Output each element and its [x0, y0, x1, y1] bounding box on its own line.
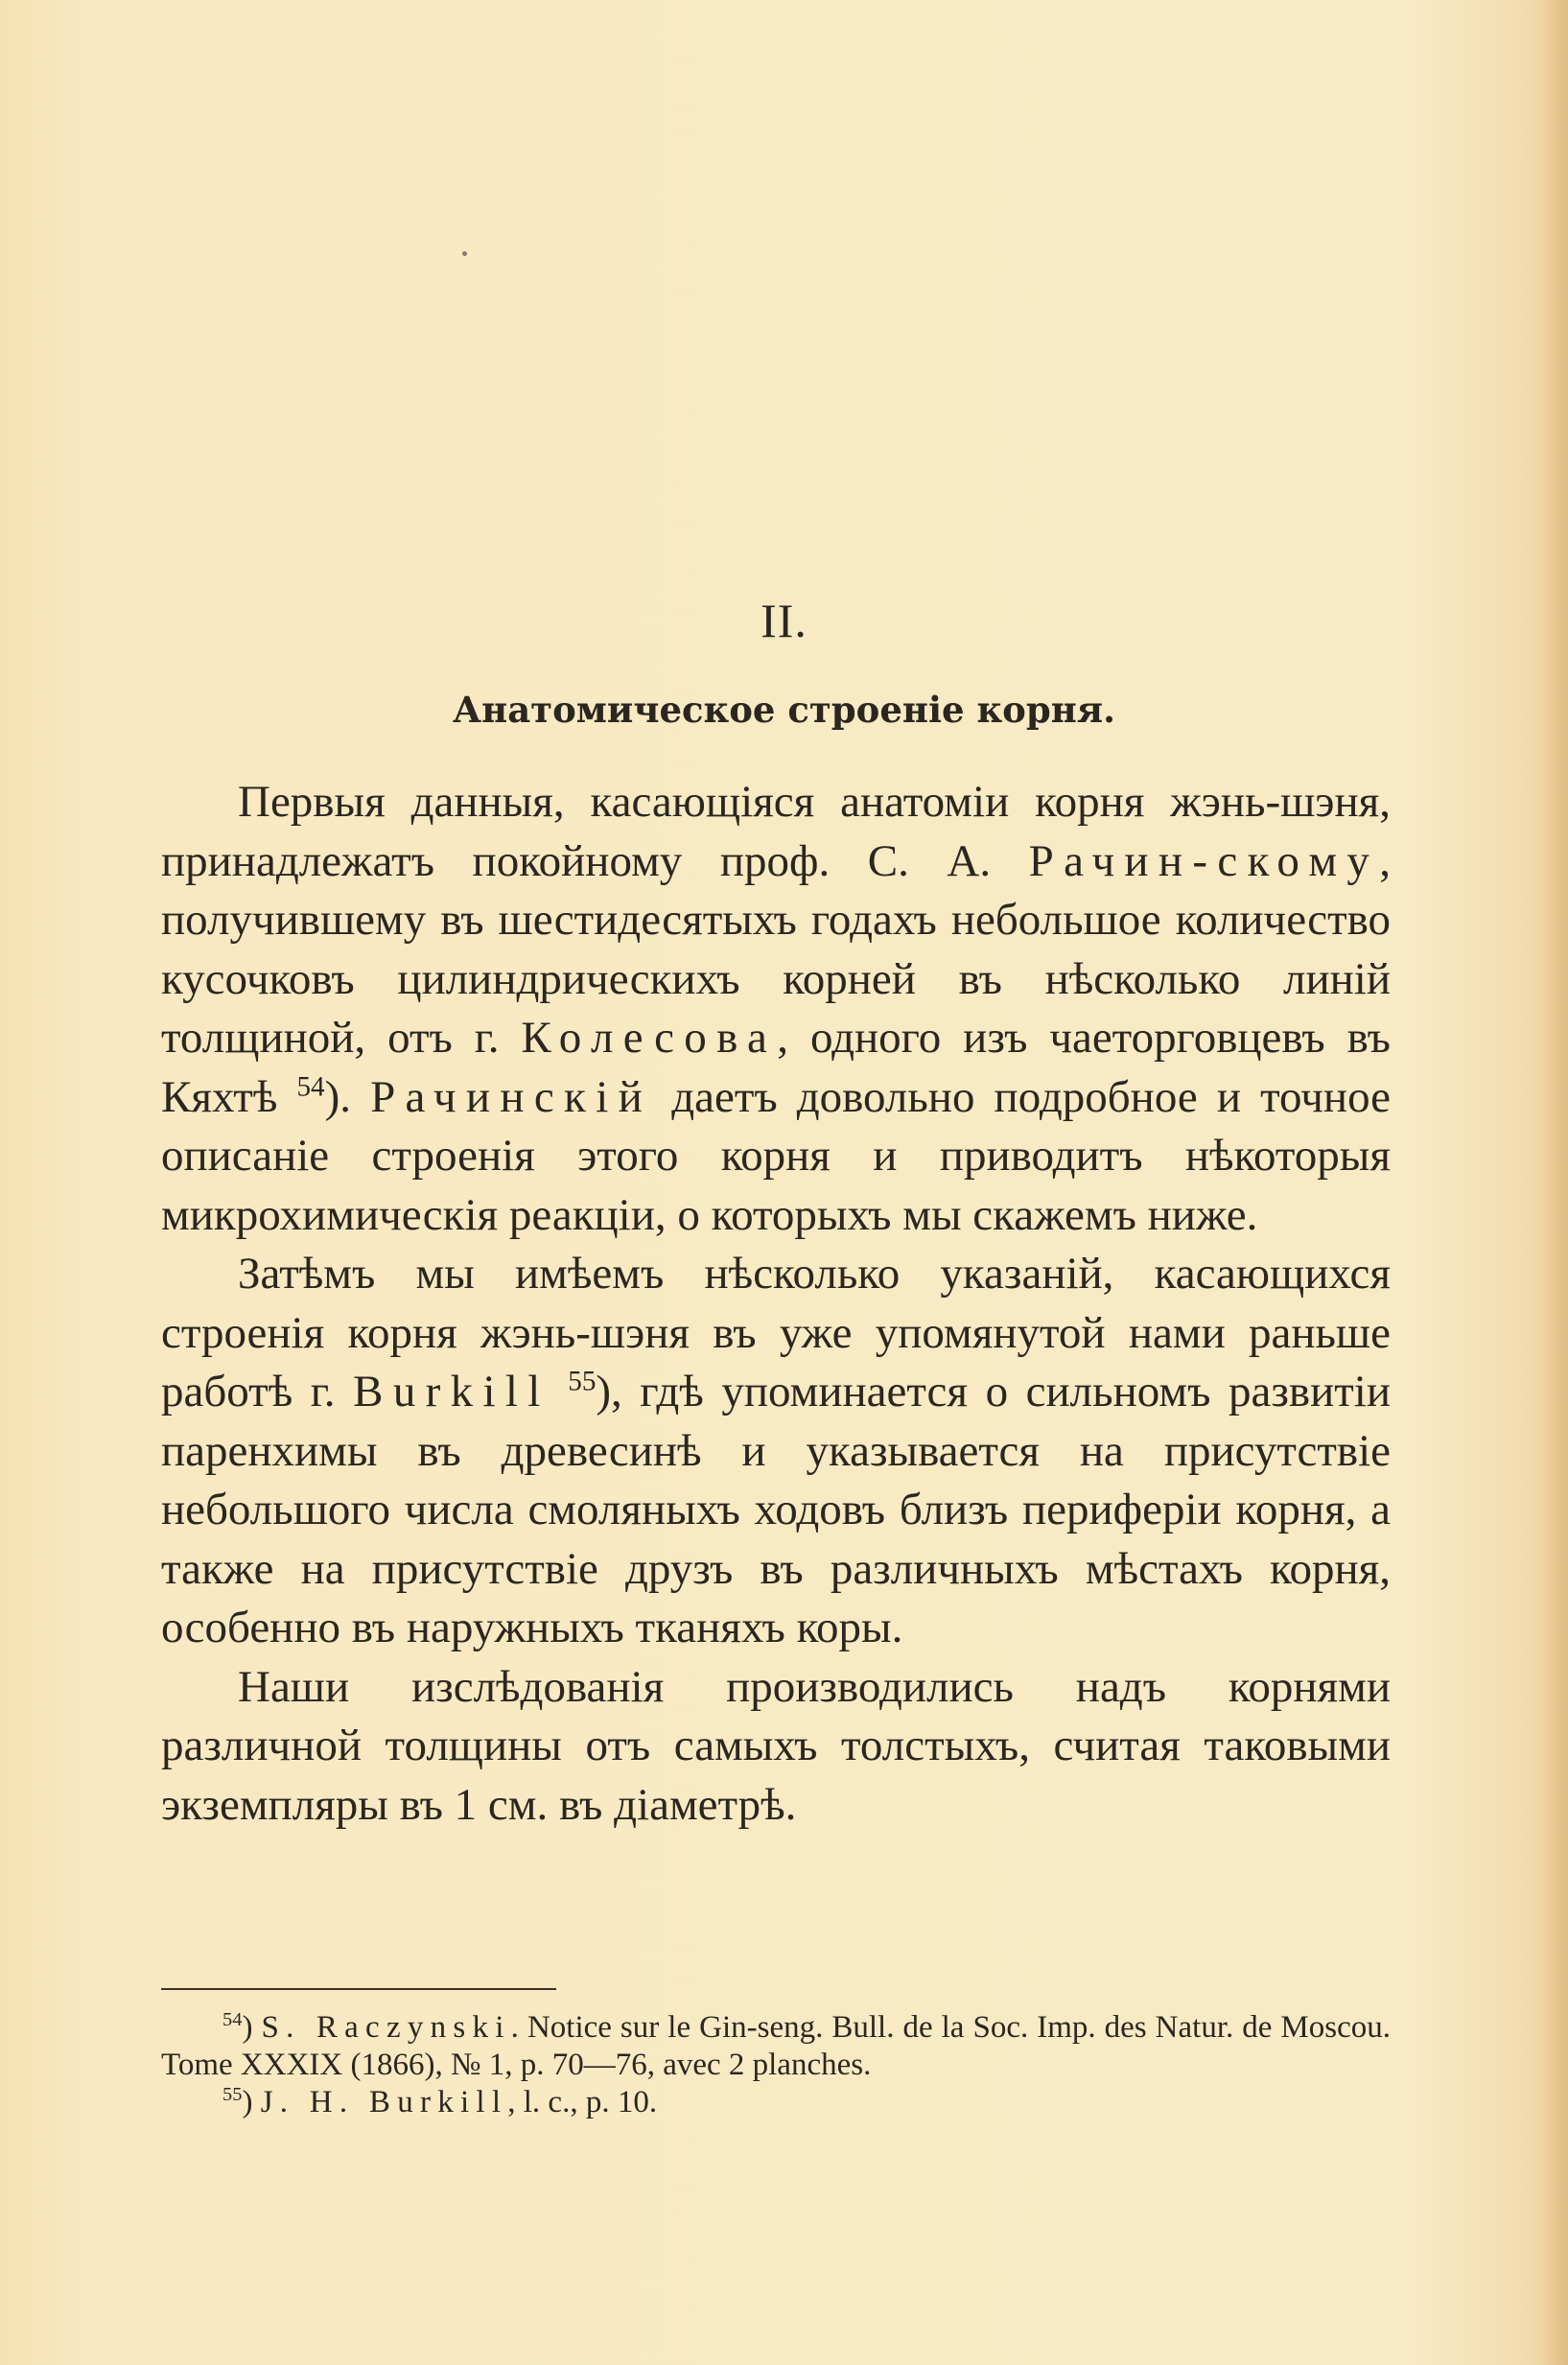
- author-name-burkill: Burkill: [353, 1367, 550, 1417]
- paragraph-1-text-d: ).: [324, 1071, 371, 1122]
- footnote-ref-55[interactable]: 55: [568, 1366, 597, 1397]
- footnote-author: S. Raczynski: [261, 2010, 511, 2045]
- paragraph-1-text-c: , одного изъ чаеторговцевъ въ Кяхтѣ: [161, 1013, 1391, 1122]
- page-edge-shadow: [1541, 0, 1568, 2365]
- author-name-kolesov: Колесова: [521, 1013, 778, 1063]
- body-text: [161, 773, 1391, 1835]
- paragraph-2: [161, 1245, 1391, 1658]
- paragraph-3: Наши изслѣдованія производились надъ корнями различной толщины отъ самыхъ толстыхъ, считая таковыми экземпляры въ 1 см. въ діаметрѣ.: [161, 1661, 1391, 1830]
- paragraph-1-text-b: , получившему въ шестидесятыхъ годахъ небольшое количество кусочковъ цилиндрическихъ корней въ нѣсколько линій толщиной, отъ г.: [161, 835, 1391, 1063]
- author-name-rachinsky: Рачин-скому: [1028, 835, 1380, 886]
- paragraph-1: [161, 773, 1391, 1245]
- chapter-number: II.: [761, 594, 807, 647]
- dust-speck: [462, 251, 467, 256]
- footnote-mark: 55: [222, 2084, 243, 2105]
- footnote-mark: 54: [222, 2009, 243, 2030]
- footnote-54: $^{54}$) S. Raczynski. Notice sur le Gin-seng. Bull. de la Soc. Imp. des Natur. de Moscou. Tome XXXIX (1866), № 1, p. 70—76, avec 2 planches.: [161, 2009, 1392, 2082]
- paragraph-1-text-a: Первыя данныя, касающіяся анатоміи корня жэнь-шэня, принадлежатъ покойному проф. С. А.: [161, 777, 1391, 886]
- footnote-divider: [161, 1988, 556, 1990]
- footnote-text: , l. c., p. 10.: [507, 2085, 658, 2119]
- footnotes: [161, 2009, 1391, 2121]
- footnote-55: $^{55}$) J. H. Burkill, l. c., p. 10.: [222, 2084, 658, 2119]
- paragraph-2-text-b: ), гдѣ упоминается о сильномъ развитіи паренхимы въ древесинѣ и указывается на присутствіе небольшого числа смоляныхъ ходовъ близъ периферіи корня, а также на присутствіе друзъ въ различныхъ мѣстахъ корня, особенно въ наружныхъ тканяхъ коры.: [161, 1367, 1391, 1652]
- footnote-text: . Notice sur le Gin-seng. Bull. de la Soc. Imp. des Natur. de Moscou. Tome XXXIX (1866), № 1, p. 70—76, avec 2 planches.: [161, 2010, 1392, 2082]
- paragraph-1-text-e: даетъ довольно подробное и точное описаніе строенія этого корня и приводитъ нѣкоторыя микрохимическія реакціи, о которыхъ мы скажемъ ниже.: [161, 1071, 1392, 1240]
- footnote-ref-54[interactable]: 54: [296, 1070, 325, 1102]
- footnote-author: J. H. Burkill: [260, 2085, 508, 2119]
- chapter-title: Анатомическое строеніе корня.: [452, 689, 1116, 731]
- paragraph-2-space: [550, 1367, 569, 1417]
- paragraph-2-text-a: Затѣмъ мы имѣемъ нѣсколько указаній, касающихся строенія корня жэнь-шэня въ уже упомянутой нами раньше работѣ г.: [161, 1249, 1391, 1417]
- author-name-rachinsky-2: Рачинскій: [370, 1071, 653, 1122]
